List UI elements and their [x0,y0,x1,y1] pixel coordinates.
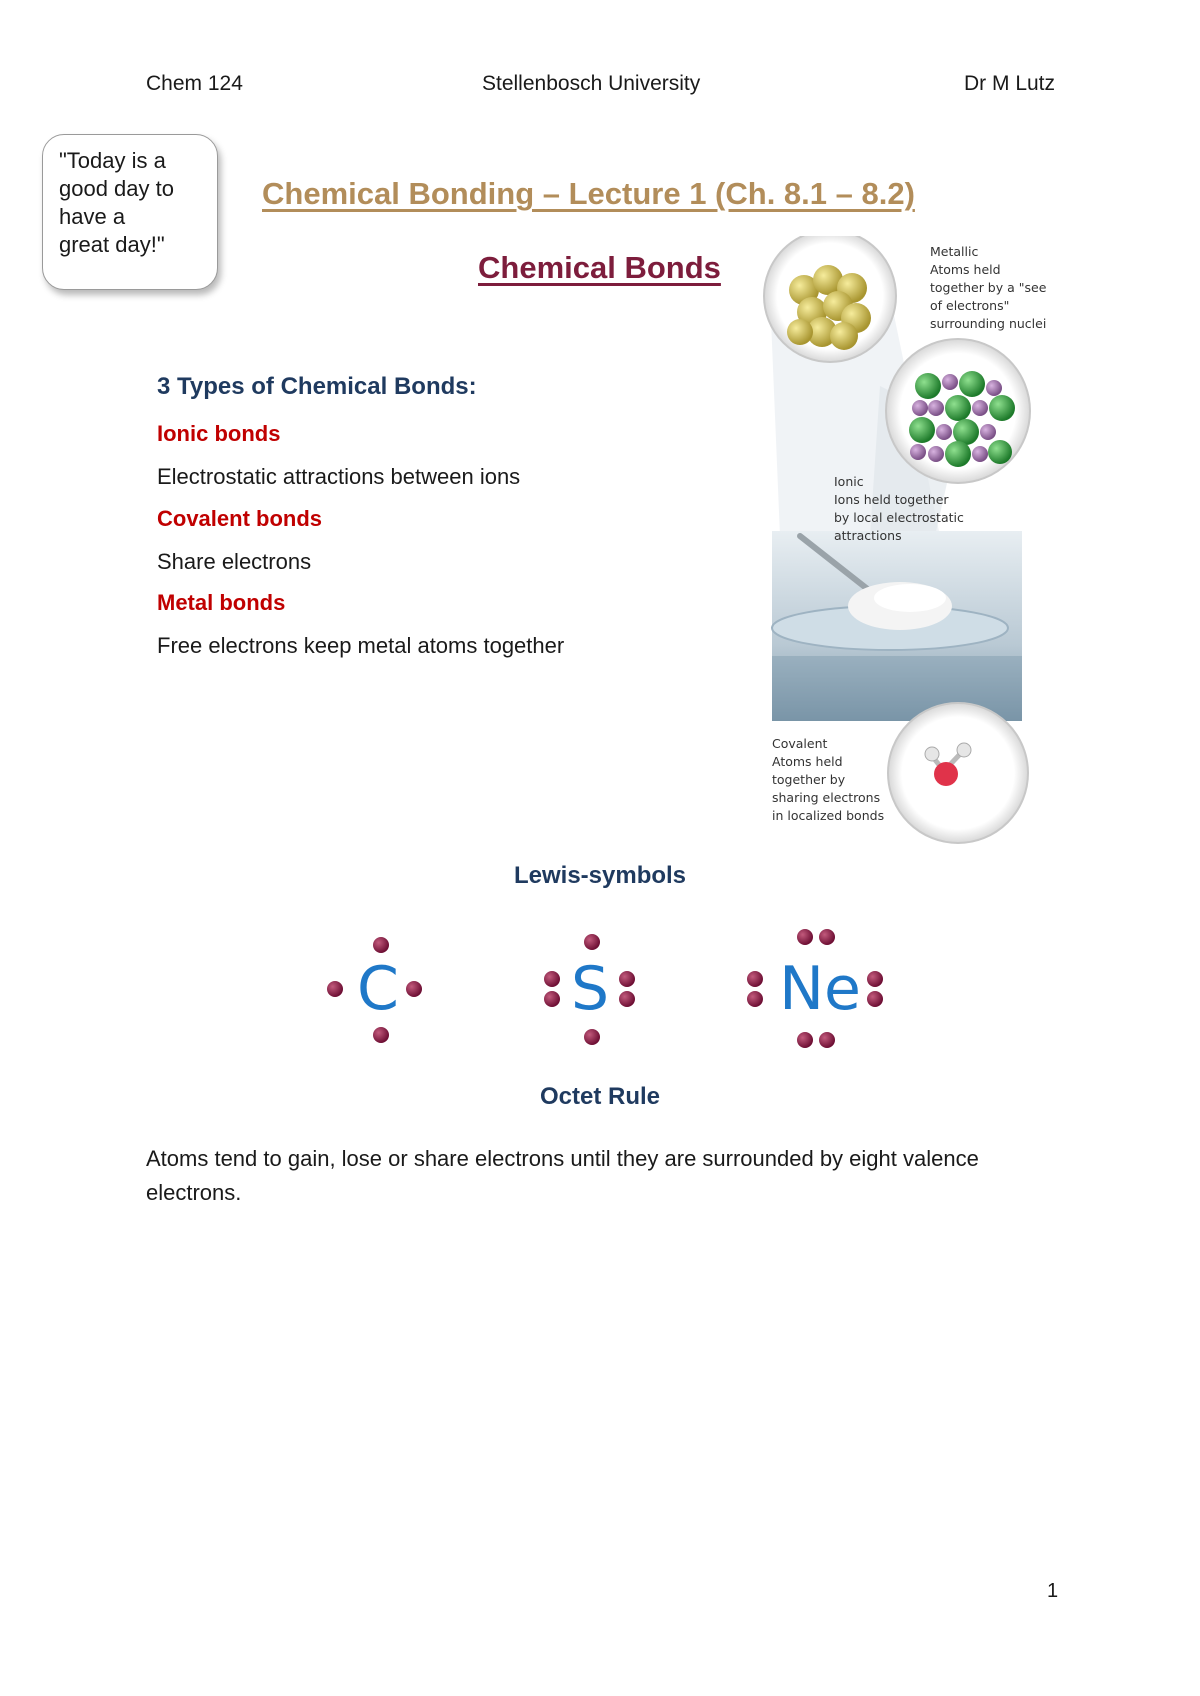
figure-label-line: together by [772,772,846,787]
electron-dot [747,991,763,1007]
ionic-bubble [886,339,1030,483]
bond-types-heading: 3 Types of Chemical Bonds: [157,373,477,400]
lewis-element-neon: Ne [779,954,861,1024]
page-number: 1 [1047,1580,1059,1602]
header-author: Dr M Lutz [964,72,1056,95]
ion-lattice [909,371,1015,467]
figure-label-line: Ions held together [834,492,949,507]
figure-label-line: surrounding nuclei [930,316,1047,331]
electron-dot [544,971,560,987]
header-university: Stellenbosch University [482,72,701,95]
quote-line: good day to [59,176,174,201]
bonding-types-figure [760,236,1100,851]
quote-callout [42,134,218,290]
lewis-heading: Lewis-symbols [513,862,687,889]
bond-type-name: Metal bonds [157,590,286,615]
lewis-symbols-diagram [300,915,920,1055]
salt-beaker-photo [772,531,1022,721]
lewis-element-carbon: C [357,954,399,1024]
electron-dot [867,991,883,1007]
electron-dot [797,1032,813,1048]
figure-label-line: Atoms held [930,262,1001,277]
section-title: Chemical Bonds [478,250,721,285]
electron-dot [747,971,763,987]
bond-type-description: Share electrons [157,549,312,574]
figure-label-line: Ionic [834,474,864,489]
lewis-element-sulfur: S [570,954,610,1024]
quote-line: have a [59,204,126,229]
electron-dot [819,929,835,945]
covalent-bubble [888,703,1028,843]
covalent-label [772,736,884,823]
figure-label-line: in localized bonds [772,808,885,823]
octet-rule-text: Atoms tend to gain, lose or share electrons until they are surrounded by eight valence electrons. [146,1146,979,1205]
bond-type-description: Free electrons keep metal atoms together [157,633,565,658]
bond-type-name: Ionic bonds [157,421,281,446]
electron-dot [584,934,600,950]
electron-dot [544,991,560,1007]
electron-dot [327,981,343,997]
metallic-label [930,244,1047,331]
header-course: Chem 124 [146,72,243,95]
electron-dot [373,937,389,953]
figure-label-line: attractions [834,528,902,543]
electron-dot [619,971,635,987]
electron-dot [867,971,883,987]
metallic-bubble [764,236,896,362]
figure-label-line: Covalent [772,736,828,751]
bond-type-description: Electrostatic attractions between ions [157,464,521,489]
electron-dot [373,1027,389,1043]
electron-dot [619,991,635,1007]
quote-line: "Today is a [59,148,166,173]
figure-label-line: together by a "see [930,280,1047,295]
figure-label-line: Atoms held [772,754,843,769]
electron-dot [584,1029,600,1045]
figure-label-line: sharing electrons [772,790,881,805]
octet-heading: Octet Rule [539,1083,661,1110]
figure-label-line: Metallic [930,244,979,259]
figure-label-line: by local electrostatic [834,510,964,525]
electron-dot [819,1032,835,1048]
bond-type-name: Covalent bonds [157,506,323,531]
electron-dot [797,929,813,945]
quote-line: great day!" [59,232,165,257]
electron-dot [406,981,422,997]
figure-label-line: of electrons" [930,298,1010,313]
lecture-title: Chemical Bonding – Lecture 1 (Ch. 8.1 – 8.2) [262,176,915,211]
